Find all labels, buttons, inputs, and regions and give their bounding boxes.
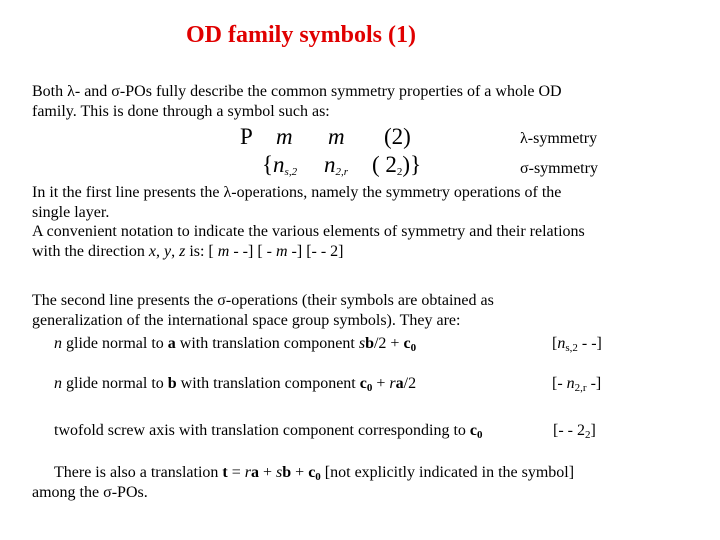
final-line-1: There is also a translation t = ra + sb + $c_0$ [not explicitly indicated in the symbol]	[54, 464, 575, 483]
para1-line-2: single layer.	[32, 203, 110, 221]
slide-title: OD family symbols (1)	[186, 22, 416, 48]
paragraph-lambda	[32, 183, 585, 261]
item-n-glide-a-symbol: [$n_{s,2}$ - -]	[552, 335, 602, 354]
intro-paragraph	[32, 82, 562, 121]
final-line-2: among the σ-POs.	[32, 483, 148, 501]
item-twofold-screw-symbol: [- - $2_2$]	[553, 422, 596, 441]
paragraph-translation	[32, 463, 574, 502]
symbol-m2: m	[328, 124, 345, 149]
intro-line-1: Both λ- and σ-POs fully describe the common symmetry properties of a whole OD	[32, 83, 562, 100]
symbol-P: P	[240, 124, 253, 149]
para1-line-4: with the direction x, y, z is: [ m - -] [ - m -] [- - 2]	[32, 242, 344, 260]
symbol-screw-2: ( $2_2$)}	[372, 152, 422, 178]
item-n-glide-b: n glide normal to b with translation component $c_0 + ra/2$	[54, 375, 417, 394]
para1-line-3: A convenient notation to indicate the various elements of symmetry and their relations	[32, 223, 585, 240]
symbol-n-2r: $n_{2,r}$	[324, 152, 349, 178]
intro-line-2: family. This is done through a symbol such as:	[32, 102, 330, 120]
symbol-n-s2: {$n_{s,2}$	[262, 152, 298, 178]
para2-line-2: generalization of the international space group symbols). They are:	[32, 311, 461, 329]
paragraph-sigma	[32, 291, 494, 330]
item-twofold-screw: twofold screw axis with translation component corresponding to $c_0$	[54, 422, 483, 441]
item-n-glide-b-symbol: [- $n_{2,r}$ -]	[552, 375, 602, 394]
para1-line-1: In it the first line presents the λ-operations, namely the symmetry operations of the	[32, 184, 562, 201]
lambda-symmetry-label: λ-symmetry	[520, 130, 598, 147]
sigma-symmetry-label: σ-symmetry	[520, 160, 598, 177]
symbol-m1: m	[276, 124, 293, 149]
symbol-paren-2: (2)	[384, 124, 411, 149]
item-n-glide-a: n glide normal to a with translation component $sb/2 + c_0$	[54, 335, 417, 354]
para2-line-1: The second line presents the σ-operations (their symbols are obtained as	[32, 292, 494, 309]
